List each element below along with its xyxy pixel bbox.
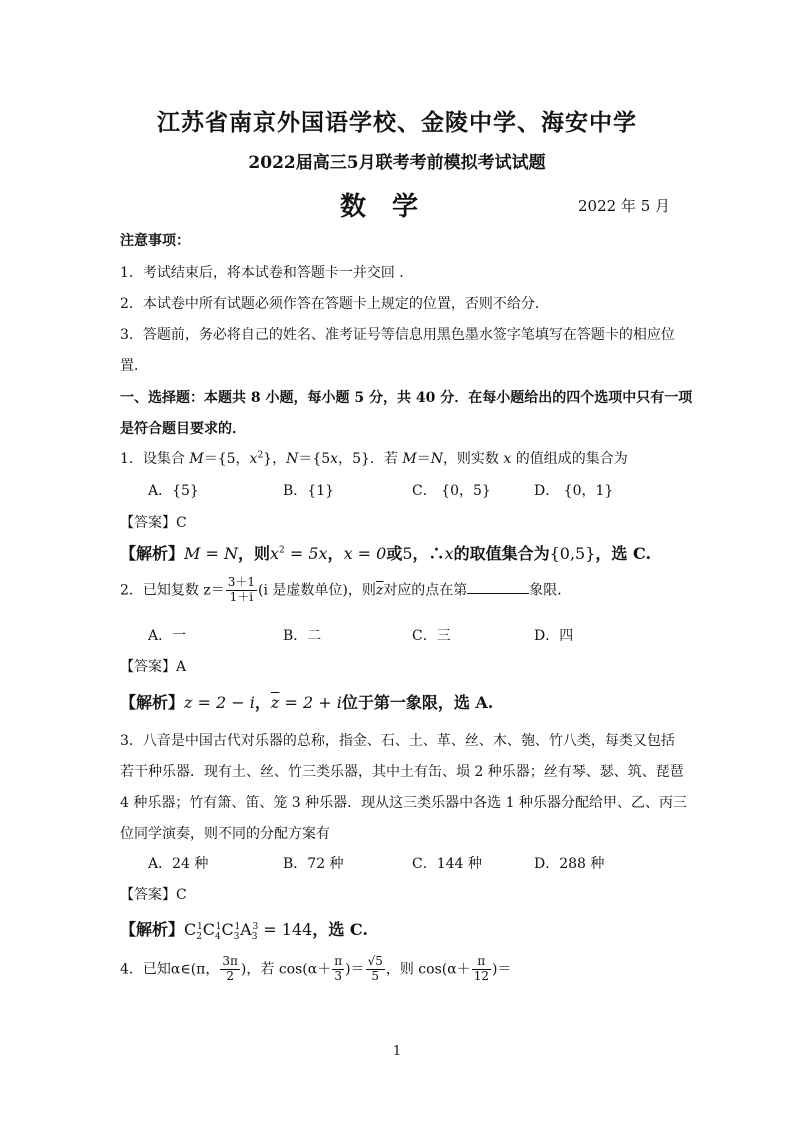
section-heading-line1: 一、选择题：本题共 8 小题，每小题 5 分，共 40 分．在每小题给出的四个选项中只有一项 xyxy=(120,390,693,406)
question-2-stem: 2．已知复数 z＝ $\frac{3+1}{1+i}$ (i 是虚数单位)，则$\overline{z}$对应的点在第 象限． xyxy=(120,575,572,604)
question-1-stem: 1．设集合 M＝{5，$x^2$}，N＝{5x，5}．若 M＝N，则实数 x 的值组成的集合为 xyxy=(120,450,628,467)
notice-item-3: 3．答题前，务必将自己的姓名、准考证号等信息用黑色墨水签字笔填写在答题卡的相应位 xyxy=(120,327,675,343)
exam-date: 2022 年 5 月 xyxy=(578,197,671,215)
question-3-line-4: 位同学演奏，则不同的分配方案有 xyxy=(120,826,330,842)
paper-subtitle: 2022届高三5月联考考前模拟考试试题 xyxy=(248,153,546,173)
q2-option-b: B．二 xyxy=(283,628,322,644)
q3-explanation: 【解析】$C_2^1C_4^1C_3^1A_3^3 = 144$，选 C. xyxy=(120,920,368,943)
q3-answer: 【答案】C xyxy=(120,887,187,903)
question-3-line-3: 4 种乐器；竹有箫、笛、笼 3 种乐器．现从这三类乐器中各选 1 种乐器分配给甲、乙、丙三 xyxy=(120,795,687,811)
page-number: 1 xyxy=(392,1044,402,1059)
question-3-line-1: 3．八音是中国古代对乐器的总称，指金、石、土、革、丝、木、匏、竹八类，每类又包括 xyxy=(120,733,675,749)
notice-heading: 注意事项： xyxy=(120,233,190,249)
q3-option-b: B．72 种 xyxy=(283,856,344,872)
q1-explanation: 【解析】M = N，则$x^2 = 5x$，x = 0或5，∴x的取值集合为{0,5}，选 C. xyxy=(120,544,652,563)
question-3-line-2: 若干种乐器．现有土、丝、竹三类乐器，其中土有缶、埙 2 种乐器；丝有琴、瑟、筑、琵琶 xyxy=(120,764,684,780)
q2-option-a: A．一 xyxy=(148,628,187,644)
q1-answer: 【答案】C xyxy=(120,515,187,531)
q2-explanation: 【解析】z = 2 − i，$\overline{z} = 2 + i$位于第一象限，选 A. xyxy=(120,693,494,712)
notice-item-3-cont: 置． xyxy=(120,358,148,374)
q1-option-b: B．{1} xyxy=(283,483,335,499)
q2-option-d: D．四 xyxy=(534,628,574,644)
question-4-stem: 4．已知α∈(π， $\frac{3\pi}{2}$ )，若 cos(α＋ $\frac{\pi}{3}$ )＝ $\frac{√5}{5}$ ，则 cos(α＋ $\frac{\pi}{12}$ )＝ xyxy=(120,954,512,983)
q2-answer: 【答案】A xyxy=(120,659,187,675)
notice-item-2: 2．本试卷中所有试题必须作答在答题卡上规定的位置，否则不给分． xyxy=(120,296,549,312)
q3-option-a: A．24 种 xyxy=(148,856,209,872)
paper-title: 江苏省南京外国语学校、金陵中学、海安中学 xyxy=(157,109,637,136)
q2-option-c: C．三 xyxy=(412,628,451,644)
q1-option-a: A．{5} xyxy=(148,483,199,499)
q1-option-c: C． {0，5} xyxy=(412,483,491,499)
q3-option-d: D．288 种 xyxy=(534,856,605,872)
notice-item-1: 1．考试结束后，将本试卷和答题卡一并交回 ． xyxy=(120,265,414,281)
subject-title: 数学 xyxy=(340,192,445,222)
section-heading-line2: 是符合题目要求的． xyxy=(120,421,246,437)
q3-option-c: C．144 种 xyxy=(412,856,482,872)
q1-option-d: D． {0，1} xyxy=(534,483,614,499)
answer-blank xyxy=(467,581,529,594)
